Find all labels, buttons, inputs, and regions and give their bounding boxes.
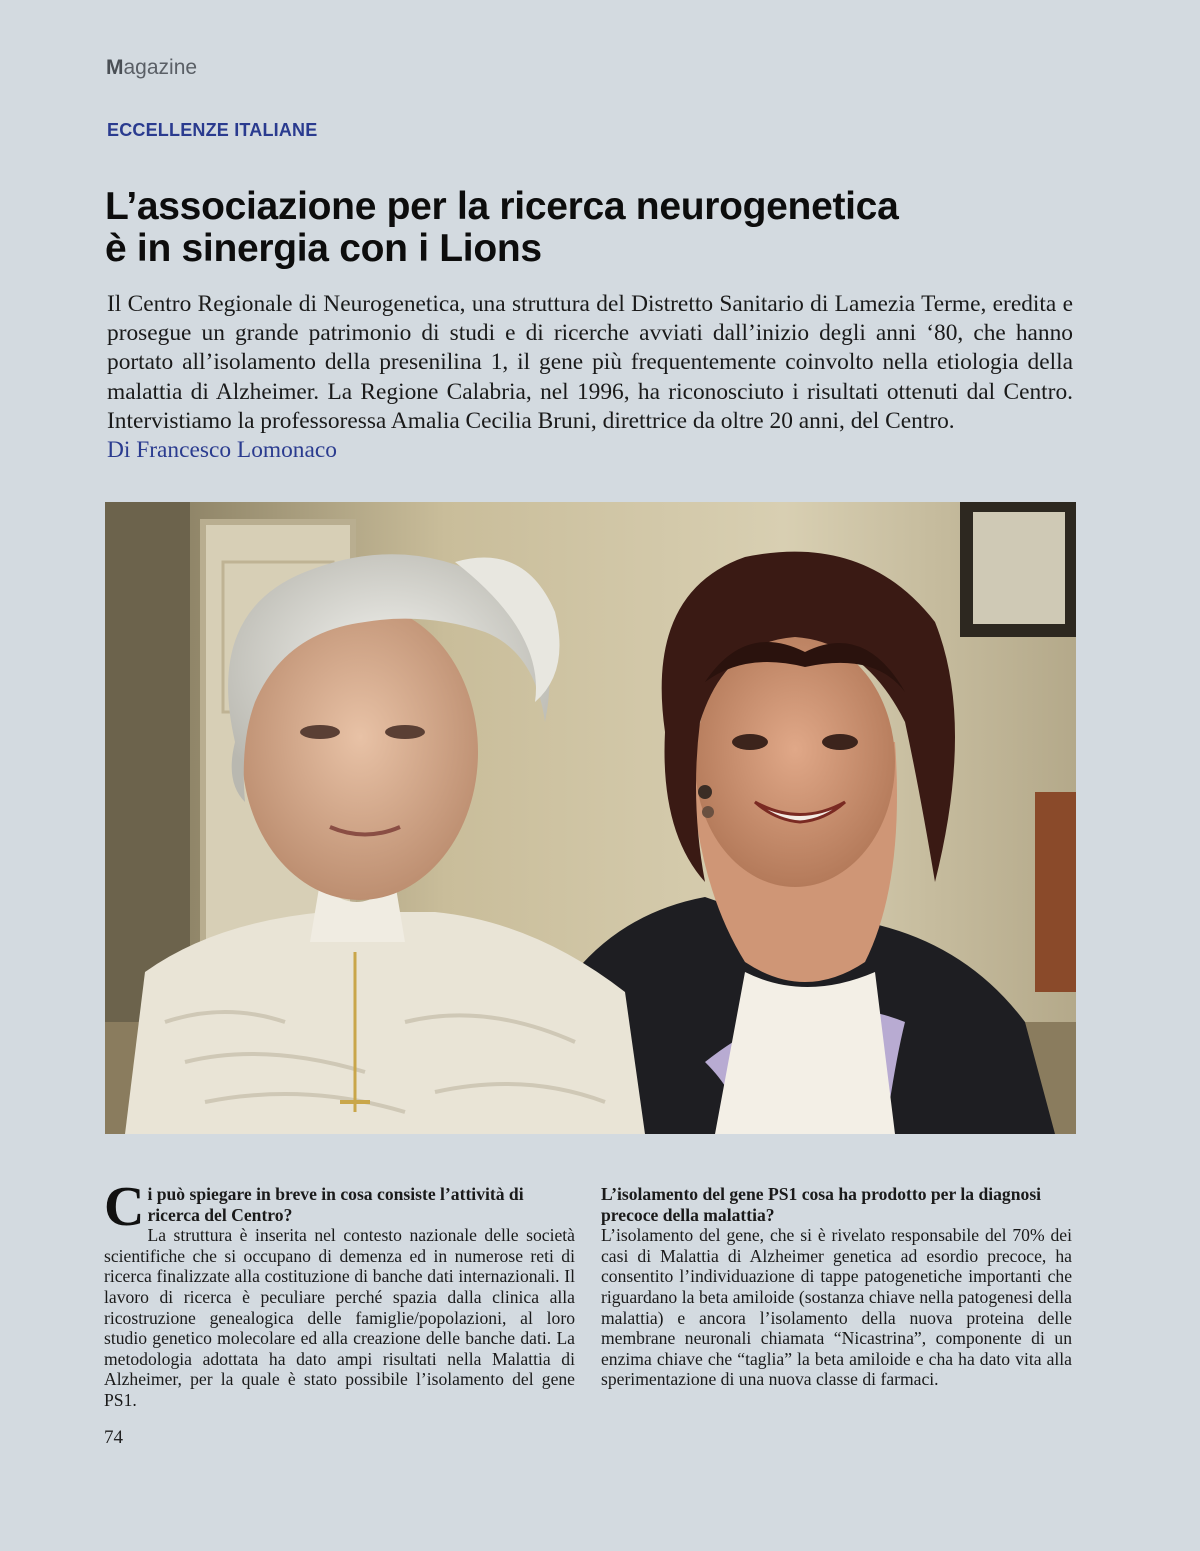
answer-2: L’isolamento del gene, che si è rivelato responsabile del 70% dei casi di Malattia di Alzheimer genetica ad esordio precoce, ha consentito l’individuazione di tappe patogenetiche importanti che riguardano la beta amiloide (sostanza chiave nella patogenesi della malattia) e ancora l’isolamento della nuova proteina delle membrane neuronali chiamata “Nicastrina”, componente di un enzima chiave che “taglia” la beta amiloide e cha ha dato vita alla sperimentazione di una nuova classe di farmaci.: [601, 1225, 1072, 1390]
title-line-2: è in sinergia con i Lions: [105, 227, 542, 270]
magazine-header: [106, 56, 197, 80]
interview-column-right: [601, 1184, 1072, 1390]
question-2: L’isolamento del gene PS1 cosa ha prodotto per la diagnosi precoce della malattia?: [601, 1184, 1042, 1225]
article-lead: [107, 290, 1073, 465]
question-1: [104, 1176, 575, 1238]
title-line-1: L’associazione per la ricerca neurogenetica: [105, 185, 899, 228]
question-1-text: i può spiegare in breve in cosa consiste l’attività di ricerca del Centro?: [147, 1184, 524, 1225]
article-photo: [105, 502, 1076, 1134]
drop-cap: C: [104, 1176, 145, 1238]
page-number: 74: [104, 1427, 123, 1448]
photo-illustration: [105, 502, 1076, 1134]
byline: Di Francesco Lomonaco: [107, 437, 337, 464]
magazine-name: agazine: [123, 56, 198, 79]
article-title: [105, 186, 1105, 270]
lead-text: Il Centro Regionale di Neurogenetica, una struttura del Distretto Sanitario di Lamezia Terme, eredita e prosegue un grande patrimonio di studi e di ricerche avviati dall’inizio degli anni ‘80, che hanno portato all’isolamento della presenilina 1, il gene più frequentemente coinvolto nella etiologia della malattia di Alzheimer. La Regione Calabria, nel 1996, ha riconosciuto i risultati ottenuti dal Centro. Intervistiamo la professoressa Amalia Cecilia Bruni, direttrice da oltre 20 anni, del Centro.: [107, 291, 1073, 434]
magazine-initial: M: [106, 56, 124, 79]
interview-column-left: [104, 1176, 575, 1411]
section-label: ECCELLENZE ITALIANE: [107, 120, 318, 140]
answer-1: La struttura è inserita nel contesto nazionale delle società scientifiche che si occupano di demenza ed in numerose reti di ricerca finalizzate alla costituzione di banche dati internazionali. Il lavoro di ricerca è peculiare perché spazia dalla clinica alla ricostruzione genealogica delle famiglie/popolazioni, al loro studio genetico molecolare ed alla creazione delle banche dati. La metodologia adottata ha dato ampi risultati nella Malattia di Alzheimer, per la quale è stato possibile l’isolamento del gene PS1.: [104, 1225, 575, 1410]
